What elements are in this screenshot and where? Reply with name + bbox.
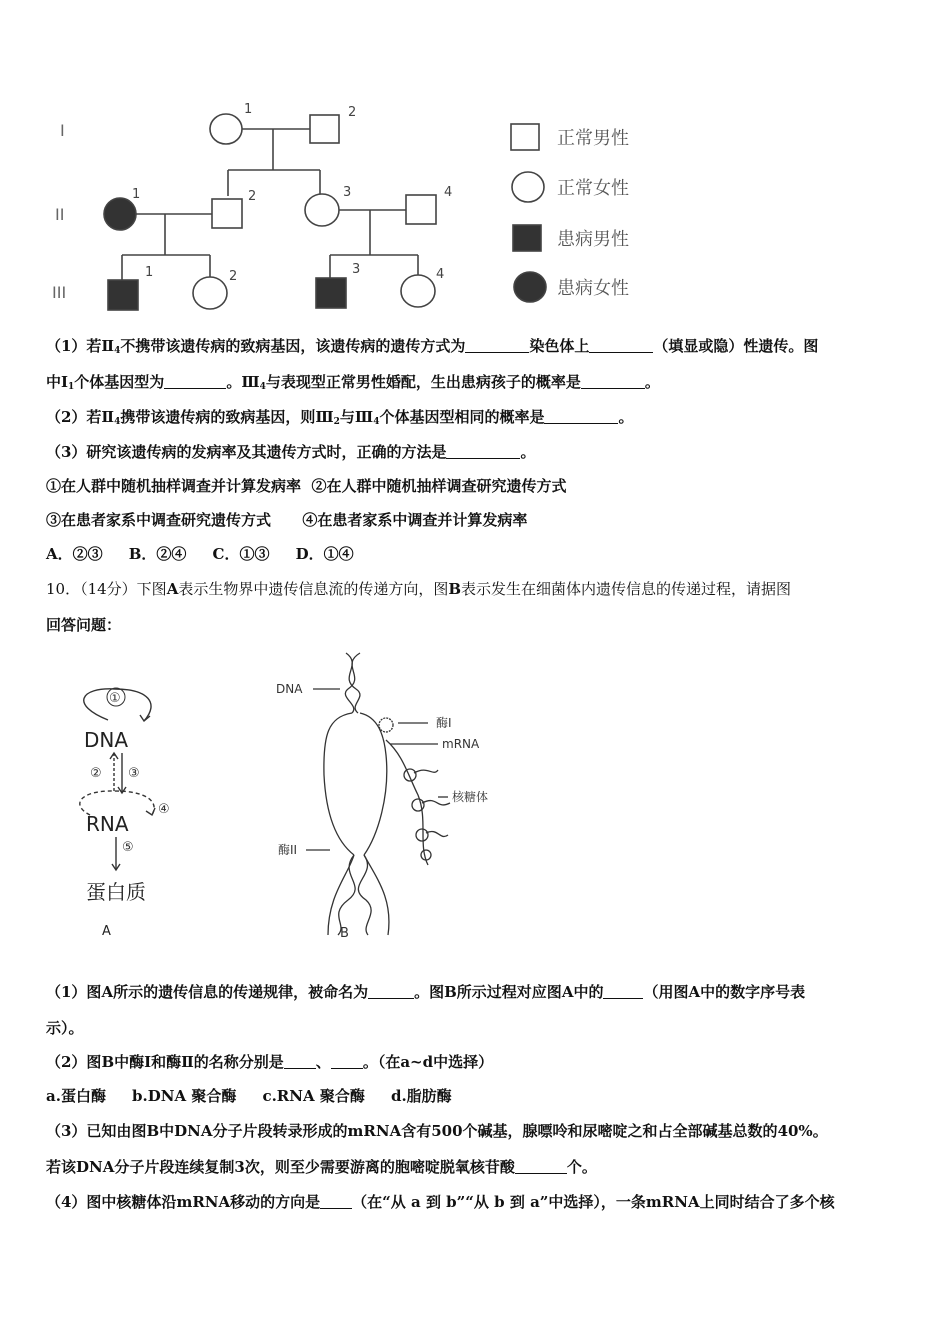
q10-intro-line-2: 回答问题： bbox=[46, 616, 122, 634]
q9-line-2: 中$Ⅰ_1$个体基因型为 。$Ⅲ_4$与表现型正常男性婚配，生出患病孩子的概率是 。 bbox=[46, 373, 660, 392]
q10-intro-line-1: 10．（14分）下图A表示生物界中遗传信息流的传递方向，图B表示发生在细菌体内遗传信息的传递过程，请据图 bbox=[46, 580, 792, 598]
num-ii4: 4 bbox=[444, 185, 453, 200]
q9-options-1: ①在人群中随机抽样调查并计算发病率 ②在人群中随机抽样调查研究遗传方式 bbox=[46, 477, 567, 495]
fig-a-n4: ④ bbox=[158, 802, 170, 817]
pedigree-figure bbox=[0, 90, 700, 320]
iii1-affected-male bbox=[108, 280, 138, 310]
iii4-normal-female bbox=[401, 275, 435, 307]
legend-affected-female-label: 患病女性 bbox=[557, 278, 629, 299]
legend-normal-male-label: 正常男性 bbox=[557, 128, 629, 149]
fig-a-n5: ⑤ bbox=[122, 840, 134, 855]
fig-a-dna: DNA bbox=[84, 728, 129, 752]
num-iii3: 3 bbox=[352, 262, 361, 277]
q10-s2-options: a.蛋白酶 b.DNA 聚合酶 c.RNA 聚合酶 d.脂肪酶 bbox=[46, 1087, 452, 1105]
answer-blank[interactable] bbox=[589, 338, 653, 353]
answer-blank[interactable] bbox=[581, 374, 645, 389]
num-iii2: 2 bbox=[229, 269, 238, 284]
q10-s2-line: （2）图B中酶Ⅰ和酶Ⅱ的名称分别是 、 。（在a~d中选择） bbox=[46, 1053, 494, 1071]
fig-b-dna-label: DNA bbox=[276, 682, 303, 696]
num-ii2: 2 bbox=[248, 189, 257, 204]
legend-affected-male-icon bbox=[513, 225, 541, 251]
num-i1: 1 bbox=[244, 102, 253, 117]
fig-a-rna: RNA bbox=[86, 812, 129, 836]
i2-normal-male bbox=[310, 115, 339, 143]
fig-a-caption: A bbox=[102, 924, 111, 939]
answer-blank[interactable] bbox=[603, 984, 643, 999]
num-iii4: 4 bbox=[436, 267, 445, 282]
figure-a-central-dogma bbox=[60, 675, 200, 945]
ii4-normal-male bbox=[406, 195, 436, 224]
legend-affected-male-label: 患病男性 bbox=[557, 229, 629, 250]
q9-line-3: （2）若$Ⅱ_4$携带该遗传病的致病基因，则$Ⅲ_2$与$Ⅲ_4$个体基因型相同的概率是 。 bbox=[46, 408, 634, 427]
q9-options-2: ③在患者家系中调查研究遗传方式 ④在患者家系中调查并计算发病率 bbox=[46, 511, 528, 529]
gen-label-ii: II bbox=[55, 205, 65, 224]
ii3-normal-female bbox=[305, 194, 339, 226]
gen-label-iii: III bbox=[52, 283, 67, 302]
fig-b-enzyme1-label: 酶I bbox=[436, 716, 452, 730]
figure-b-transcription-translation bbox=[268, 645, 508, 945]
q10-s4-line: （4）图中核糖体沿mRNA移动的方向是 （在“从 a 到 b”“从 b 到 a”中选择），一条mRNA上同时结合了多个核 bbox=[46, 1193, 835, 1211]
num-iii1: 1 bbox=[145, 265, 154, 280]
legend-normal-male-icon bbox=[511, 124, 539, 150]
i1-normal-female bbox=[210, 114, 242, 144]
legend-normal-female-label: 正常女性 bbox=[557, 178, 629, 199]
gen-label-i: I bbox=[60, 121, 65, 140]
fig-a-n2: ② bbox=[90, 766, 102, 781]
ii2-normal-male bbox=[212, 199, 242, 228]
answer-blank[interactable] bbox=[320, 1194, 352, 1209]
fig-b-ribosome-label: 核糖体 bbox=[452, 790, 489, 804]
fig-b-caption: B bbox=[340, 926, 349, 941]
q10-s1-line-2: 示）。 bbox=[46, 1019, 84, 1037]
fig-a-n1: ① bbox=[109, 691, 121, 706]
answer-blank[interactable] bbox=[446, 444, 520, 459]
q10-s3-line-1: （3）已知由图B中DNA分子片段转录形成的mRNA含有500个碱基，腺嘌呤和尿嘧啶之和占全部碱基总数的40%。 bbox=[46, 1122, 828, 1140]
q9-line-1: （1）若$Ⅱ_4$不携带该遗传病的致病基因，该遗传病的遗传方式为 染色体上 （填显或隐）性遗传。图 bbox=[46, 337, 819, 356]
num-i2: 2 bbox=[348, 105, 357, 120]
legend-affected-female-icon bbox=[514, 272, 546, 302]
q10-s1-line-1: （1）图A所示的遗传信息的传递规律，被命名为 。图B所示过程对应图A中的 （用图A中的数字序号表 bbox=[46, 983, 806, 1001]
q10-s3-line-2: 若该DNA分子片段连续复制3次，则至少需要游离的胞嘧啶脱氧核苷酸 个。 bbox=[46, 1158, 597, 1176]
answer-blank[interactable] bbox=[515, 1159, 567, 1174]
q9-choices: A．②③ B．②④ C．①③ D．①④ bbox=[46, 545, 354, 563]
answer-blank[interactable] bbox=[331, 1054, 363, 1069]
iii2-normal-female bbox=[193, 277, 227, 309]
answer-blank[interactable] bbox=[368, 984, 414, 999]
fig-b-enzyme2-label: 酶II bbox=[278, 843, 298, 857]
iii3-affected-male bbox=[316, 278, 346, 308]
fig-b-mrna-label: mRNA bbox=[442, 737, 480, 751]
fig-a-protein: 蛋白质 bbox=[86, 880, 146, 904]
legend-normal-female-icon bbox=[512, 172, 544, 202]
q9-line-4: （3）研究该遗传病的发病率及其遗传方式时，正确的方法是 。 bbox=[46, 443, 536, 461]
num-ii1: 1 bbox=[132, 187, 141, 202]
answer-blank[interactable] bbox=[465, 338, 529, 353]
answer-blank[interactable] bbox=[164, 374, 226, 389]
fig-a-n3: ③ bbox=[128, 766, 140, 781]
num-ii3: 3 bbox=[343, 185, 352, 200]
answer-blank[interactable] bbox=[544, 409, 618, 424]
answer-blank[interactable] bbox=[284, 1054, 316, 1069]
ii1-affected-female bbox=[104, 198, 136, 230]
